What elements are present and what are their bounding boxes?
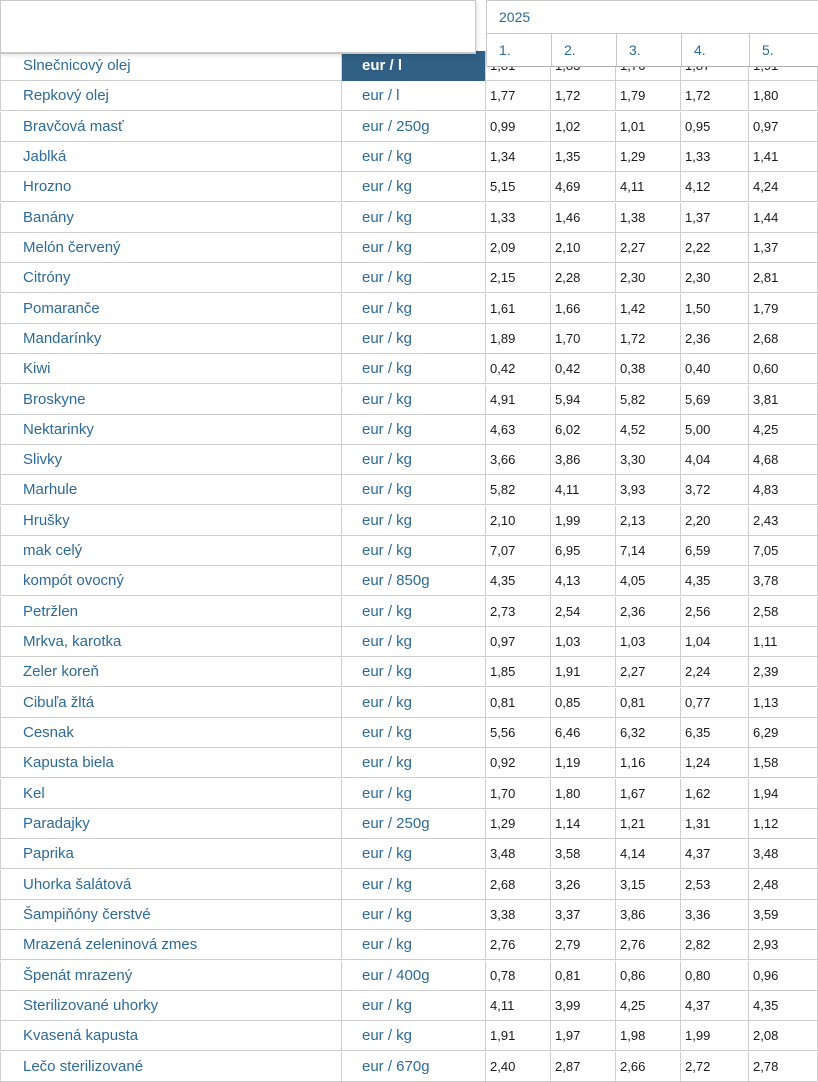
value-cell-month-5[interactable]: 2,81 [749, 263, 818, 293]
value-cell-month-2[interactable]: 5,94 [551, 385, 616, 415]
value-cell-month-4[interactable]: 2,82 [681, 930, 749, 960]
row-unit[interactable]: eur / kg [342, 536, 486, 566]
value-cell-month-1[interactable]: 5,82 [486, 475, 551, 505]
value-cell-month-2[interactable]: 0,42 [551, 354, 616, 384]
row-item-name[interactable]: Hrušky [0, 506, 342, 536]
year-header[interactable]: 2025 [487, 1, 818, 34]
value-cell-month-2[interactable]: 6,95 [551, 536, 616, 566]
value-cell-month-5[interactable]: 2,68 [749, 324, 818, 354]
table-row[interactable] [0, 718, 818, 748]
value-cell-month-2[interactable]: 4,69 [551, 172, 616, 202]
value-cell-month-5[interactable]: 2,78 [749, 1052, 818, 1082]
row-unit[interactable]: eur / kg [342, 385, 486, 415]
value-cell-month-5[interactable]: 1,94 [749, 779, 818, 809]
value-cell-month-5[interactable]: 1,79 [749, 294, 818, 324]
value-cell-month-3[interactable]: 4,11 [616, 172, 681, 202]
value-cell-month-1[interactable]: 4,35 [486, 566, 551, 596]
value-cell-month-1[interactable]: 2,15 [486, 263, 551, 293]
value-cell-month-2[interactable]: 4,13 [551, 566, 616, 596]
table-row[interactable] [0, 839, 818, 869]
row-unit[interactable]: eur / l [342, 81, 486, 111]
value-cell-month-3[interactable]: 0,86 [616, 961, 681, 991]
value-cell-month-1[interactable]: 1,34 [486, 142, 551, 172]
row-unit[interactable]: eur / 250g [342, 809, 486, 839]
row-item-name[interactable]: Hrozno [0, 172, 342, 202]
table-row[interactable] [0, 991, 818, 1021]
value-cell-month-1[interactable]: 5,15 [486, 172, 551, 202]
value-cell-month-2[interactable]: 6,46 [551, 718, 616, 748]
row-item-name[interactable]: Lečo sterilizované [0, 1052, 342, 1082]
value-cell-month-3[interactable]: 5,82 [616, 385, 681, 415]
row-item-name[interactable]: Kapusta biela [0, 748, 342, 778]
value-cell-month-3[interactable]: 1,29 [616, 142, 681, 172]
value-cell-month-2[interactable]: 2,79 [551, 930, 616, 960]
value-cell-month-1[interactable]: 1,29 [486, 809, 551, 839]
row-unit[interactable]: eur / kg [342, 627, 486, 657]
value-cell-month-4[interactable]: 2,20 [681, 506, 749, 536]
value-cell-month-4[interactable]: 4,35 [681, 566, 749, 596]
row-unit[interactable]: eur / kg [342, 172, 486, 202]
row-item-name[interactable]: Slivky [0, 445, 342, 475]
value-cell-month-4[interactable]: 0,80 [681, 961, 749, 991]
value-cell-month-1[interactable]: 4,63 [486, 415, 551, 445]
value-cell-month-3[interactable]: 2,30 [616, 263, 681, 293]
value-cell-month-2[interactable]: 6,02 [551, 415, 616, 445]
value-cell-month-5[interactable]: 1,41 [749, 142, 818, 172]
value-cell-month-1[interactable]: 2,09 [486, 233, 551, 263]
value-cell-month-5[interactable]: 4,83 [749, 475, 818, 505]
row-item-name[interactable]: Špenát mrazený [0, 961, 342, 991]
value-cell-month-1[interactable]: 3,38 [486, 900, 551, 930]
table-row[interactable] [0, 112, 818, 142]
value-cell-month-4[interactable]: 2,53 [681, 870, 749, 900]
value-cell-month-4[interactable]: 1,99 [681, 1021, 749, 1051]
value-cell-month-2[interactable]: 1,19 [551, 748, 616, 778]
row-item-name[interactable]: Citróny [0, 263, 342, 293]
value-cell-month-4[interactable]: 2,24 [681, 657, 749, 687]
row-unit[interactable]: eur / kg [342, 203, 486, 233]
value-cell-month-5[interactable]: 4,68 [749, 445, 818, 475]
row-unit[interactable]: eur / kg [342, 900, 486, 930]
value-cell-month-4[interactable]: 4,12 [681, 172, 749, 202]
value-cell-month-3[interactable]: 1,21 [616, 809, 681, 839]
row-unit[interactable]: eur / kg [342, 475, 486, 505]
value-cell-month-3[interactable]: 3,15 [616, 870, 681, 900]
row-unit[interactable]: eur / 850g [342, 566, 486, 596]
value-cell-month-1[interactable]: 2,40 [486, 1052, 551, 1082]
value-cell-month-5[interactable]: 1,44 [749, 203, 818, 233]
row-item-name[interactable]: Šampiňóny čerstvé [0, 900, 342, 930]
row-item-name[interactable]: Cibuľa žltá [0, 688, 342, 718]
value-cell-month-5[interactable]: 7,05 [749, 536, 818, 566]
table-row[interactable] [0, 415, 818, 445]
value-cell-month-1[interactable]: 4,91 [486, 385, 551, 415]
row-unit[interactable]: eur / kg [342, 324, 486, 354]
table-row[interactable] [0, 779, 818, 809]
value-cell-month-1[interactable]: 1,61 [486, 294, 551, 324]
row-unit[interactable]: eur / 670g [342, 1052, 486, 1082]
value-cell-month-5[interactable]: 4,35 [749, 991, 818, 1021]
value-cell-month-2[interactable]: 3,86 [551, 445, 616, 475]
value-cell-month-4[interactable]: 1,37 [681, 203, 749, 233]
month-header-row [487, 34, 818, 67]
row-item-name[interactable]: Kvasená kapusta [0, 1021, 342, 1051]
value-cell-month-3[interactable]: 2,27 [616, 233, 681, 263]
value-cell-month-4[interactable]: 1,72 [681, 81, 749, 111]
row-unit[interactable]: eur / kg [342, 839, 486, 869]
value-cell-month-5[interactable]: 1,80 [749, 81, 818, 111]
table-row[interactable] [0, 81, 818, 111]
table-row[interactable] [0, 809, 818, 839]
row-unit[interactable]: eur / kg [342, 597, 486, 627]
value-cell-month-2[interactable]: 3,58 [551, 839, 616, 869]
row-unit[interactable]: eur / kg [342, 930, 486, 960]
row-unit[interactable]: eur / kg [342, 263, 486, 293]
value-cell-month-3[interactable]: 0,38 [616, 354, 681, 384]
value-cell-month-4[interactable]: 3,72 [681, 475, 749, 505]
value-cell-month-2[interactable]: 2,87 [551, 1052, 616, 1082]
value-cell-month-4[interactable]: 2,56 [681, 597, 749, 627]
row-item-name[interactable]: mak celý [0, 536, 342, 566]
value-cell-month-1[interactable]: 0,99 [486, 112, 551, 142]
value-cell-month-1[interactable]: 0,92 [486, 748, 551, 778]
row-item-name[interactable]: Bravčová masť [0, 112, 342, 142]
value-cell-month-3[interactable]: 4,52 [616, 415, 681, 445]
row-item-name[interactable]: Melón červený [0, 233, 342, 263]
value-cell-month-4[interactable]: 2,30 [681, 263, 749, 293]
row-item-name[interactable]: Paprika [0, 839, 342, 869]
value-cell-month-1[interactable]: 0,81 [486, 688, 551, 718]
table-row[interactable] [0, 627, 818, 657]
value-cell-month-1[interactable]: 5,56 [486, 718, 551, 748]
row-item-name[interactable]: Nektarinky [0, 415, 342, 445]
value-cell-month-1[interactable]: 7,07 [486, 536, 551, 566]
row-item-name[interactable]: Zeler koreň [0, 657, 342, 687]
value-cell-month-2[interactable]: 1,70 [551, 324, 616, 354]
row-item-name[interactable]: Kel [0, 779, 342, 809]
table-row[interactable] [0, 263, 818, 293]
row-unit[interactable]: eur / kg [342, 506, 486, 536]
row-item-name[interactable]: Petržlen [0, 597, 342, 627]
value-cell-month-5[interactable]: 4,24 [749, 172, 818, 202]
value-cell-month-2[interactable]: 2,54 [551, 597, 616, 627]
row-unit[interactable]: eur / kg [342, 354, 486, 384]
value-cell-month-3[interactable]: 2,66 [616, 1052, 681, 1082]
month-header-3[interactable]: 3. [617, 34, 682, 66]
row-unit[interactable]: eur / kg [342, 718, 486, 748]
value-cell-month-1[interactable]: 0,97 [486, 627, 551, 657]
value-cell-month-2[interactable]: 1,91 [551, 657, 616, 687]
value-cell-month-3[interactable]: 1,16 [616, 748, 681, 778]
row-unit[interactable]: eur / kg [342, 688, 486, 718]
value-cell-month-2[interactable]: 2,10 [551, 233, 616, 263]
table-row[interactable] [0, 748, 818, 778]
value-cell-month-5[interactable]: 2,48 [749, 870, 818, 900]
table-row[interactable] [0, 688, 818, 718]
value-cell-month-3[interactable]: 2,76 [616, 930, 681, 960]
value-cell-month-4[interactable]: 1,31 [681, 809, 749, 839]
table-body [0, 51, 818, 1082]
value-cell-month-5[interactable]: 2,93 [749, 930, 818, 960]
row-item-name[interactable]: kompót ovocný [0, 566, 342, 596]
table-row[interactable] [0, 1021, 818, 1051]
value-cell-month-5[interactable]: 0,96 [749, 961, 818, 991]
table-row[interactable] [0, 324, 818, 354]
value-cell-month-3[interactable]: 4,14 [616, 839, 681, 869]
value-cell-month-4[interactable]: 2,22 [681, 233, 749, 263]
value-cell-month-3[interactable]: 7,14 [616, 536, 681, 566]
value-cell-month-2[interactable]: 1,14 [551, 809, 616, 839]
value-cell-month-1[interactable]: 2,68 [486, 870, 551, 900]
value-cell-month-4[interactable]: 1,50 [681, 294, 749, 324]
value-cell-month-2[interactable]: 3,99 [551, 991, 616, 1021]
value-cell-month-4[interactable]: 6,35 [681, 718, 749, 748]
value-cell-month-3[interactable]: 2,13 [616, 506, 681, 536]
table-row[interactable] [0, 475, 818, 505]
value-cell-month-4[interactable]: 5,69 [681, 385, 749, 415]
value-cell-month-1[interactable]: 0,42 [486, 354, 551, 384]
value-cell-month-2[interactable]: 1,02 [551, 112, 616, 142]
table-row[interactable] [0, 900, 818, 930]
value-cell-month-2[interactable]: 2,28 [551, 263, 616, 293]
value-cell-month-3[interactable]: 1,98 [616, 1021, 681, 1051]
row-item-name[interactable]: Cesnak [0, 718, 342, 748]
row-item-name[interactable]: Repkový olej [0, 81, 342, 111]
value-cell-month-4[interactable]: 1,24 [681, 748, 749, 778]
value-cell-month-4[interactable]: 4,04 [681, 445, 749, 475]
value-cell-month-1[interactable]: 2,76 [486, 930, 551, 960]
value-cell-month-4[interactable]: 3,36 [681, 900, 749, 930]
table-row[interactable] [0, 385, 818, 415]
row-item-name[interactable]: Broskyne [0, 385, 342, 415]
table-row[interactable] [0, 445, 818, 475]
value-cell-month-2[interactable]: 0,85 [551, 688, 616, 718]
value-cell-month-1[interactable]: 1,91 [486, 1021, 551, 1051]
row-unit[interactable]: eur / kg [342, 415, 486, 445]
table-row[interactable] [0, 597, 818, 627]
value-cell-month-5[interactable]: 2,43 [749, 506, 818, 536]
row-unit[interactable]: eur / kg [342, 294, 486, 324]
value-cell-month-1[interactable]: 2,10 [486, 506, 551, 536]
value-cell-month-3[interactable]: 2,27 [616, 657, 681, 687]
value-cell-month-5[interactable]: 2,39 [749, 657, 818, 687]
row-unit[interactable]: eur / 400g [342, 961, 486, 991]
value-cell-month-5[interactable]: 1,37 [749, 233, 818, 263]
value-cell-month-2[interactable]: 3,26 [551, 870, 616, 900]
table-row[interactable] [0, 506, 818, 536]
value-cell-month-1[interactable]: 3,48 [486, 839, 551, 869]
value-cell-month-3[interactable]: 6,32 [616, 718, 681, 748]
value-cell-month-2[interactable]: 1,35 [551, 142, 616, 172]
value-cell-month-3[interactable]: 2,36 [616, 597, 681, 627]
value-cell-month-4[interactable]: 2,72 [681, 1052, 749, 1082]
value-cell-month-3[interactable]: 4,05 [616, 566, 681, 596]
table-row[interactable] [0, 536, 818, 566]
value-cell-month-4[interactable]: 6,59 [681, 536, 749, 566]
value-cell-month-3[interactable]: 1,79 [616, 81, 681, 111]
value-cell-month-5[interactable]: 4,25 [749, 415, 818, 445]
value-cell-month-3[interactable]: 3,30 [616, 445, 681, 475]
row-item-name[interactable]: Sterilizované uhorky [0, 991, 342, 1021]
value-cell-month-3[interactable]: 1,38 [616, 203, 681, 233]
value-cell-month-5[interactable]: 1,11 [749, 627, 818, 657]
value-cell-month-1[interactable]: 0,78 [486, 961, 551, 991]
value-cell-month-3[interactable]: 0,81 [616, 688, 681, 718]
corner-header-panel [0, 0, 476, 54]
value-cell-month-4[interactable]: 1,33 [681, 142, 749, 172]
value-cell-month-4[interactable]: 4,37 [681, 839, 749, 869]
value-cell-month-4[interactable]: 0,95 [681, 112, 749, 142]
row-item-name[interactable]: Mrazená zeleninová zmes [0, 930, 342, 960]
month-header-4[interactable]: 4. [682, 34, 750, 66]
row-unit[interactable]: eur / l [342, 51, 486, 81]
row-unit[interactable]: eur / kg [342, 870, 486, 900]
value-cell-month-3[interactable]: 3,86 [616, 900, 681, 930]
row-item-name[interactable]: Mandarínky [0, 324, 342, 354]
value-cell-month-3[interactable]: 1,01 [616, 112, 681, 142]
value-cell-month-5[interactable]: 1,13 [749, 688, 818, 718]
row-unit[interactable]: eur / kg [342, 991, 486, 1021]
value-cell-month-2[interactable]: 1,66 [551, 294, 616, 324]
row-unit[interactable]: eur / 250g [342, 112, 486, 142]
value-cell-month-2[interactable]: 4,11 [551, 475, 616, 505]
value-cell-month-5[interactable]: 6,29 [749, 718, 818, 748]
value-cell-month-5[interactable]: 3,48 [749, 839, 818, 869]
row-item-name[interactable]: Banány [0, 203, 342, 233]
value-cell-month-3[interactable]: 1,42 [616, 294, 681, 324]
row-item-name[interactable]: Marhule [0, 475, 342, 505]
value-cell-month-5[interactable]: 1,58 [749, 748, 818, 778]
table-row[interactable] [0, 203, 818, 233]
table-row[interactable] [0, 294, 818, 324]
value-cell-month-4[interactable]: 1,62 [681, 779, 749, 809]
value-cell-month-2[interactable]: 0,81 [551, 961, 616, 991]
row-item-name[interactable]: Kiwi [0, 354, 342, 384]
row-item-name[interactable]: Slnečnicový olej [0, 51, 342, 81]
row-unit[interactable]: eur / kg [342, 779, 486, 809]
value-cell-month-3[interactable]: 1,03 [616, 627, 681, 657]
table-row[interactable] [0, 566, 818, 596]
month-header-1[interactable]: 1. [487, 34, 552, 66]
month-header-5[interactable]: 5. [750, 34, 818, 66]
value-cell-month-4[interactable]: 5,00 [681, 415, 749, 445]
table-row[interactable] [0, 354, 818, 384]
value-cell-month-4[interactable]: 0,77 [681, 688, 749, 718]
value-cell-month-4[interactable]: 4,37 [681, 991, 749, 1021]
table-row[interactable] [0, 930, 818, 960]
value-cell-month-3[interactable]: 3,93 [616, 475, 681, 505]
row-unit[interactable]: eur / kg [342, 142, 486, 172]
row-item-name[interactable]: Paradajky [0, 809, 342, 839]
value-cell-month-5[interactable]: 2,08 [749, 1021, 818, 1051]
value-cell-month-1[interactable]: 2,73 [486, 597, 551, 627]
value-cell-month-1[interactable]: 1,89 [486, 324, 551, 354]
row-unit[interactable]: eur / kg [342, 748, 486, 778]
column-header [486, 0, 818, 66]
table-row[interactable] [0, 172, 818, 202]
row-item-name[interactable]: Uhorka šalátová [0, 870, 342, 900]
row-item-name[interactable]: Mrkva, karotka [0, 627, 342, 657]
row-unit[interactable]: eur / kg [342, 233, 486, 263]
value-cell-month-2[interactable]: 1,97 [551, 1021, 616, 1051]
value-cell-month-3[interactable]: 1,67 [616, 779, 681, 809]
value-cell-month-1[interactable]: 3,66 [486, 445, 551, 475]
table-row[interactable] [0, 657, 818, 687]
value-cell-month-5[interactable]: 3,59 [749, 900, 818, 930]
value-cell-month-3[interactable]: 1,72 [616, 324, 681, 354]
value-cell-month-3[interactable]: 4,25 [616, 991, 681, 1021]
table-row[interactable] [0, 961, 818, 991]
table-row[interactable] [0, 142, 818, 172]
month-header-2[interactable]: 2. [552, 34, 617, 66]
value-cell-month-2[interactable]: 1,80 [551, 779, 616, 809]
table-row[interactable] [0, 1052, 818, 1082]
value-cell-month-2[interactable]: 1,72 [551, 81, 616, 111]
value-cell-month-5[interactable]: 3,78 [749, 566, 818, 596]
value-cell-month-4[interactable]: 0,40 [681, 354, 749, 384]
table-row[interactable] [0, 233, 818, 263]
value-cell-month-5[interactable]: 2,58 [749, 597, 818, 627]
value-cell-month-5[interactable]: 0,97 [749, 112, 818, 142]
value-cell-month-4[interactable]: 1,04 [681, 627, 749, 657]
value-cell-month-1[interactable]: 1,77 [486, 81, 551, 111]
value-cell-month-1[interactable]: 1,85 [486, 657, 551, 687]
value-cell-month-1[interactable]: 1,70 [486, 779, 551, 809]
value-cell-month-2[interactable]: 1,03 [551, 627, 616, 657]
value-cell-month-4[interactable]: 2,36 [681, 324, 749, 354]
row-unit[interactable]: eur / kg [342, 1021, 486, 1051]
value-cell-month-5[interactable]: 1,12 [749, 809, 818, 839]
value-cell-month-2[interactable]: 1,99 [551, 506, 616, 536]
row-item-name[interactable]: Jablká [0, 142, 342, 172]
value-cell-month-5[interactable]: 0,60 [749, 354, 818, 384]
row-unit[interactable]: eur / kg [342, 445, 486, 475]
value-cell-month-5[interactable]: 3,81 [749, 385, 818, 415]
row-unit[interactable]: eur / kg [342, 657, 486, 687]
row-item-name[interactable]: Pomaranče [0, 294, 342, 324]
value-cell-month-2[interactable]: 1,46 [551, 203, 616, 233]
value-cell-month-2[interactable]: 3,37 [551, 900, 616, 930]
table-row[interactable] [0, 870, 818, 900]
value-cell-month-1[interactable]: 1,33 [486, 203, 551, 233]
value-cell-month-1[interactable]: 4,11 [486, 991, 551, 1021]
